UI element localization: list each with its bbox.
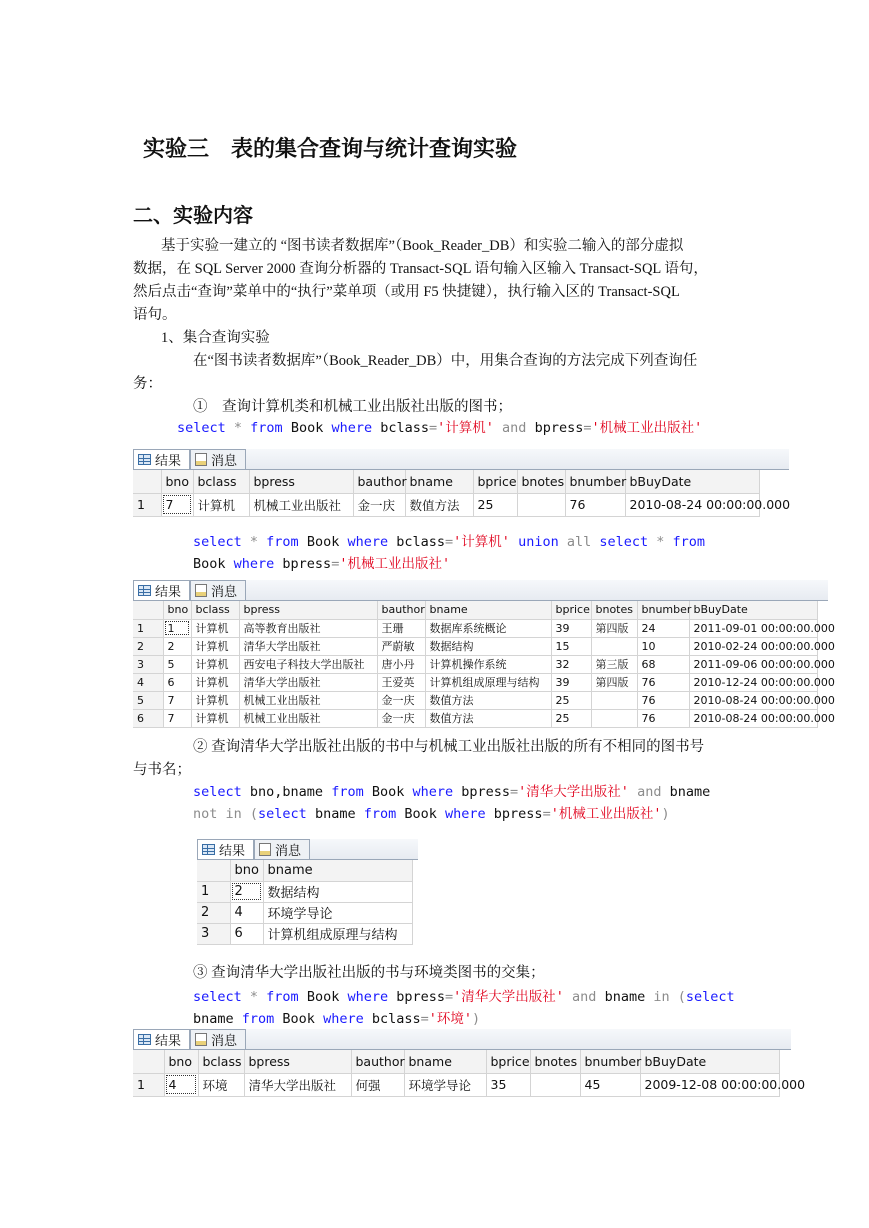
sql-token: = [331, 556, 340, 572]
column-header-bBuyDate[interactable]: bBuyDate [689, 601, 817, 619]
cell-bpress[interactable]: 清华大学出版社 [244, 1073, 351, 1096]
cell-bauthor[interactable]: 王珊 [377, 619, 425, 637]
results-tab[interactable] [133, 449, 190, 469]
sql-token: bpress [388, 989, 446, 1005]
sql-token: '机械工业出版社' [550, 806, 662, 822]
sql-token: bpress [274, 556, 332, 572]
result-table [133, 1050, 806, 1097]
cell-bno[interactable]: 4 [230, 902, 263, 923]
cell-bnotes[interactable] [591, 637, 637, 655]
messages-tab[interactable] [190, 580, 246, 600]
sql-token: not in ( [193, 806, 259, 822]
row-number[interactable]: 1 [133, 1073, 164, 1096]
sql-token: = [445, 989, 454, 1005]
cell-bname[interactable]: 计算机组成原理与结构 [263, 923, 412, 944]
cell-bclass[interactable]: 计算机 [191, 619, 239, 637]
page-title: 实验三 表的集合查询与统计查询实验 [143, 137, 518, 162]
cell-bprice[interactable]: 32 [551, 655, 591, 673]
cell-bname[interactable]: 数值方法 [425, 691, 551, 709]
cell-bBuyDate[interactable]: 2011-09-06 00:00:00.000 [689, 655, 817, 673]
column-header-bclass[interactable]: bclass [198, 1050, 244, 1073]
cell-bname[interactable]: 数据结构 [263, 881, 412, 902]
results-tab[interactable] [133, 1029, 190, 1049]
cell-bnotes[interactable] [591, 691, 637, 709]
column-header-bprice[interactable]: bprice [486, 1050, 530, 1073]
sql-token: bpress [534, 420, 584, 436]
message-icon [259, 843, 271, 856]
sql-token [510, 534, 518, 550]
sql-token: Book [396, 806, 446, 822]
sql-token: and [493, 420, 535, 436]
cell-bprice[interactable]: 35 [486, 1073, 530, 1096]
sql-token: from [241, 1011, 275, 1027]
intro-line-3: 然后点击“查询”菜单中的“执行”菜单项（或用 F5 快捷键），执行输入区的 Transact-SQL [133, 284, 680, 300]
column-header-bname[interactable]: bname [405, 470, 473, 493]
sql-line [193, 553, 705, 575]
cell-bnumber[interactable]: 76 [637, 709, 689, 727]
sql-token: and [563, 989, 605, 1005]
table-row[interactable] [133, 637, 817, 655]
column-header-bpress[interactable]: bpress [249, 470, 353, 493]
cell-bclass[interactable]: 计算机 [191, 691, 239, 709]
cell-bno[interactable]: 2 [230, 881, 263, 902]
cell-bauthor[interactable]: 金一庆 [377, 709, 425, 727]
results-tab[interactable] [197, 839, 254, 859]
tab-label: 结果 [155, 1034, 182, 1049]
result-table [133, 470, 791, 517]
intro-line-2: 数据，在 SQL Server 2000 查询分析器的 Transact-SQL 语句输入区输入 Transact-SQL 语句， [133, 261, 708, 277]
cell-bBuyDate[interactable]: 2010-08-24 00:00:00.000 [625, 493, 759, 516]
sql-token: bclass [388, 534, 446, 550]
corner-cell[interactable] [133, 601, 163, 619]
sql-token: * [225, 420, 251, 436]
results-tab-bar [133, 449, 789, 470]
row-number[interactable]: 3 [197, 923, 230, 944]
table-row[interactable] [133, 691, 817, 709]
sql-query-2 [193, 531, 705, 575]
column-header-bBuyDate[interactable]: bBuyDate [625, 470, 759, 493]
message-icon [195, 1033, 207, 1046]
column-header-bprice[interactable]: bprice [473, 470, 517, 493]
result-grid-3 [197, 839, 418, 945]
header-row [133, 601, 817, 619]
section-heading: 二、实验内容 [133, 203, 253, 227]
cell-bnumber[interactable]: 24 [637, 619, 689, 637]
sql-token: bpress [453, 784, 511, 800]
column-header-bauthor[interactable]: bauthor [351, 1050, 404, 1073]
column-header-bpress[interactable]: bpress [239, 601, 377, 619]
tab-label: 结果 [155, 454, 182, 469]
column-header-bpress[interactable]: bpress [244, 1050, 351, 1073]
column-header-bno[interactable]: bno [161, 470, 193, 493]
sql-token: where [347, 989, 389, 1005]
cell-bno[interactable]: 5 [163, 655, 191, 673]
cell-bnotes[interactable] [517, 493, 565, 516]
header-row [133, 1050, 779, 1073]
cell-bauthor[interactable]: 唐小丹 [377, 655, 425, 673]
tab-label: 消息 [211, 1034, 238, 1049]
cell-bclass[interactable]: 计算机 [191, 637, 239, 655]
cell-bnumber[interactable]: 76 [637, 691, 689, 709]
sql-token: Book [298, 989, 348, 1005]
cell-bno[interactable]: 7 [161, 493, 193, 516]
sql-token: '机械工业出版社' [339, 556, 451, 572]
query-2-desc-line-2: 与书名； [133, 762, 191, 778]
tab-label: 消息 [275, 844, 302, 859]
sql-token: select [193, 784, 242, 800]
column-header-bBuyDate[interactable]: bBuyDate [640, 1050, 779, 1073]
result-grid-1 [133, 449, 789, 517]
cell-bnumber[interactable]: 76 [637, 673, 689, 691]
sql-token: Book [193, 556, 234, 572]
cell-bclass[interactable]: 环境 [198, 1073, 244, 1096]
cell-bnotes[interactable]: 第三版 [591, 655, 637, 673]
sql-token: where [233, 556, 275, 572]
sql-token: = [542, 806, 551, 822]
sql-token: Book [363, 784, 413, 800]
results-tab-bar [133, 580, 828, 601]
sql-token: = [445, 534, 454, 550]
result-table [133, 601, 835, 728]
cell-bclass[interactable]: 计算机 [191, 673, 239, 691]
messages-tab[interactable] [254, 839, 310, 859]
sql-line [177, 417, 702, 439]
sql-token: Book [274, 1011, 324, 1027]
column-header-bname[interactable]: bname [425, 601, 551, 619]
cell-bauthor[interactable]: 严蔚敏 [377, 637, 425, 655]
sql-token: = [510, 784, 519, 800]
column-header-bnotes[interactable]: bnotes [530, 1050, 580, 1073]
row-number[interactable]: 1 [197, 881, 230, 902]
sql-token: '清华大学出版社' [453, 989, 564, 1005]
sql-line [193, 986, 735, 1008]
results-tab[interactable] [133, 580, 190, 600]
sql-token: where [323, 1011, 364, 1027]
sql-token: union [518, 534, 559, 550]
cell-bprice[interactable]: 15 [551, 637, 591, 655]
cell-bpress[interactable]: 西安电子科技大学出版社 [239, 655, 377, 673]
header-row [133, 470, 759, 493]
sql-token: in ( [653, 989, 686, 1005]
sql-token: from [672, 534, 706, 550]
sql-token: from [363, 806, 397, 822]
sql-query-1 [177, 417, 702, 439]
cell-bno[interactable]: 2 [163, 637, 191, 655]
intro-line-4: 语句。 [133, 307, 177, 323]
cell-bauthor[interactable]: 金一庆 [353, 493, 405, 516]
cell-bnotes[interactable]: 第四版 [591, 673, 637, 691]
table-row[interactable] [133, 619, 817, 637]
column-header-bname[interactable]: bname [263, 860, 412, 881]
column-header-bname[interactable]: bname [404, 1050, 486, 1073]
cell-bauthor[interactable]: 何强 [351, 1073, 404, 1096]
sql-token: '环境' [428, 1011, 473, 1027]
sql-token: from [331, 784, 364, 800]
sql-token: and [628, 784, 670, 800]
table-row[interactable] [133, 493, 759, 516]
column-header-bnumber[interactable]: bnumber [565, 470, 625, 493]
sql-token: select [177, 420, 226, 436]
row-number[interactable]: 3 [133, 655, 163, 673]
cell-bno[interactable]: 4 [164, 1073, 198, 1096]
cell-bnotes[interactable] [591, 709, 637, 727]
sql-token: select [685, 989, 735, 1005]
result-grid-4 [133, 1029, 806, 1097]
cell-bno[interactable]: 1 [163, 619, 191, 637]
cell-bprice[interactable]: 25 [551, 709, 591, 727]
sql-token: where [445, 806, 486, 822]
sql-token: select [258, 806, 307, 822]
cell-bBuyDate[interactable]: 2011-09-01 00:00:00.000 [689, 619, 817, 637]
corner-cell[interactable] [197, 860, 230, 881]
sql-token: Book [298, 534, 348, 550]
cell-bauthor[interactable]: 王爱英 [377, 673, 425, 691]
table-row[interactable] [133, 655, 817, 673]
grid-icon [202, 844, 215, 855]
sql-token: = [429, 420, 438, 436]
tab-label: 结果 [155, 585, 182, 600]
sql-token: * [648, 534, 673, 550]
cell-bprice[interactable]: 25 [473, 493, 517, 516]
column-header-bprice[interactable]: bprice [551, 601, 591, 619]
row-number[interactable]: 1 [133, 619, 163, 637]
results-tab-bar [197, 839, 418, 860]
grid-icon [138, 454, 151, 465]
sql-token: bpress [485, 806, 543, 822]
sql-token: '机械工业出版社' [591, 420, 703, 436]
header-row [197, 860, 412, 881]
cell-bname[interactable]: 数值方法 [405, 493, 473, 516]
result-table [197, 860, 413, 945]
cell-bno[interactable]: 7 [163, 691, 191, 709]
sql-token: from [266, 989, 299, 1005]
sql-token: bname [306, 806, 364, 822]
cell-bauthor[interactable]: 金一庆 [377, 691, 425, 709]
cell-bnumber[interactable]: 45 [580, 1073, 640, 1096]
cell-bnumber[interactable]: 10 [637, 637, 689, 655]
table-row[interactable] [133, 709, 817, 727]
cell-bpress[interactable]: 机械工业出版社 [239, 709, 377, 727]
grid-icon [138, 585, 151, 596]
cell-bnotes[interactable] [530, 1073, 580, 1096]
sql-token: bclass [363, 1011, 421, 1027]
corner-cell[interactable] [133, 1050, 164, 1073]
sql-token: bname [193, 1011, 242, 1027]
column-header-bauthor[interactable]: bauthor [377, 601, 425, 619]
cell-bname[interactable]: 数值方法 [425, 709, 551, 727]
row-number[interactable]: 5 [133, 691, 163, 709]
messages-tab[interactable] [190, 449, 246, 469]
cell-bclass[interactable]: 计算机 [193, 493, 249, 516]
sql-token: all [558, 534, 600, 550]
cell-bname[interactable]: 数据库系统概论 [425, 619, 551, 637]
cell-bname[interactable]: 数据结构 [425, 637, 551, 655]
corner-cell[interactable] [133, 470, 161, 493]
cell-bno[interactable]: 6 [230, 923, 263, 944]
column-header-bclass[interactable]: bclass [191, 601, 239, 619]
table-row[interactable] [133, 1073, 779, 1096]
subsection-heading: 1、集合查询实验 [161, 330, 270, 346]
cell-bclass[interactable]: 计算机 [191, 655, 239, 673]
sql-token: '计算机' [453, 534, 510, 550]
query-2-desc-line-1: ② 查询清华大学出版社出版的书中与机械工业出版社出版的所有不相同的图书号 [193, 739, 705, 755]
sql-token: '计算机' [437, 420, 494, 436]
sql-token: * [241, 989, 267, 1005]
row-number[interactable]: 4 [133, 673, 163, 691]
results-tab-bar [133, 1029, 791, 1050]
column-header-bnumber[interactable]: bnumber [637, 601, 689, 619]
column-header-bauthor[interactable]: bauthor [353, 470, 405, 493]
column-header-bno[interactable]: bno [163, 601, 191, 619]
sql-token: bno,bname [241, 784, 332, 800]
sql-token: select [193, 989, 242, 1005]
cell-bprice[interactable]: 39 [551, 673, 591, 691]
column-header-bno[interactable]: bno [164, 1050, 198, 1073]
table-row[interactable] [133, 673, 817, 691]
cell-bname[interactable]: 环境学导论 [404, 1073, 486, 1096]
grid-icon [138, 1034, 151, 1045]
sql-token: = [420, 1011, 429, 1027]
cell-bclass[interactable]: 计算机 [191, 709, 239, 727]
cell-bpress[interactable]: 机械工业出版社 [249, 493, 353, 516]
sql-query-4 [193, 986, 735, 1030]
cell-bpress[interactable]: 清华大学出版社 [239, 673, 377, 691]
sql-line [193, 781, 710, 803]
cell-bprice[interactable]: 39 [551, 619, 591, 637]
sql-token: = [583, 420, 592, 436]
cell-bno[interactable]: 6 [163, 673, 191, 691]
sql-token: * [241, 534, 267, 550]
table-row[interactable] [197, 902, 412, 923]
cell-bname[interactable]: 计算机组成原理与结构 [425, 673, 551, 691]
sql-token: bname [669, 784, 711, 800]
cell-bname[interactable]: 环境学导论 [263, 902, 412, 923]
sql-token: select [599, 534, 649, 550]
query-1-desc: ① 查询计算机类和机械工业出版社出版的图书； [193, 399, 512, 415]
result-grid-2 [133, 580, 835, 728]
sql-token: select [193, 534, 242, 550]
cell-bnumber[interactable]: 68 [637, 655, 689, 673]
cell-bprice[interactable]: 25 [551, 691, 591, 709]
message-icon [195, 453, 207, 466]
message-icon [195, 584, 207, 597]
sql-token: ) [472, 1011, 481, 1027]
task-line-2: 务： [133, 376, 162, 392]
column-header-bno[interactable]: bno [230, 860, 263, 881]
sql-token: Book [282, 420, 332, 436]
cell-bname[interactable]: 计算机操作系统 [425, 655, 551, 673]
cell-bnumber[interactable]: 76 [565, 493, 625, 516]
sql-query-3 [193, 781, 710, 825]
intro-line-1: 基于实验一建立的 “图书读者数据库”（Book_Reader_DB）和实验二输入的部分虚拟 [161, 238, 684, 254]
sql-token: bclass [372, 420, 430, 436]
sql-line [193, 1008, 735, 1030]
column-header-bnotes[interactable]: bnotes [517, 470, 565, 493]
row-number[interactable]: 2 [133, 637, 163, 655]
tab-label: 消息 [211, 585, 238, 600]
cell-bno[interactable]: 7 [163, 709, 191, 727]
cell-bBuyDate[interactable]: 2010-08-24 00:00:00.000 [689, 691, 817, 709]
column-header-bnumber[interactable]: bnumber [580, 1050, 640, 1073]
query-3-desc: ③ 查询清华大学出版社出版的书与环境类图书的交集； [193, 965, 545, 981]
cell-bpress[interactable]: 机械工业出版社 [239, 691, 377, 709]
messages-tab[interactable] [190, 1029, 246, 1049]
sql-token: where [347, 534, 389, 550]
task-line-1: 在“图书读者数据库”（Book_Reader_DB）中，用集合查询的方法完成下列查询任 [193, 353, 698, 369]
table-row[interactable] [197, 923, 412, 944]
cell-bnotes[interactable]: 第四版 [591, 619, 637, 637]
sql-line [193, 803, 710, 825]
cell-bBuyDate[interactable]: 2009-12-08 00:00:00.000 [640, 1073, 779, 1096]
sql-token: from [266, 534, 299, 550]
cell-bpress[interactable]: 高等教育出版社 [239, 619, 377, 637]
row-number[interactable]: 1 [133, 493, 161, 516]
sql-token: ) [661, 806, 670, 822]
row-number[interactable]: 2 [197, 902, 230, 923]
tab-label: 消息 [211, 454, 238, 469]
sql-token: where [412, 784, 454, 800]
sql-token: from [250, 420, 283, 436]
cell-bBuyDate[interactable]: 2010-12-24 00:00:00.000 [689, 673, 817, 691]
tab-label: 结果 [219, 844, 246, 859]
column-header-bclass[interactable]: bclass [193, 470, 249, 493]
cell-bBuyDate[interactable]: 2010-02-24 00:00:00.000 [689, 637, 817, 655]
table-row[interactable] [197, 881, 412, 902]
sql-token: where [331, 420, 373, 436]
sql-token: bname [604, 989, 654, 1005]
sql-token: '清华大学出版社' [518, 784, 629, 800]
row-number[interactable]: 6 [133, 709, 163, 727]
sql-line [193, 531, 705, 553]
cell-bpress[interactable]: 清华大学出版社 [239, 637, 377, 655]
column-header-bnotes[interactable]: bnotes [591, 601, 637, 619]
cell-bBuyDate[interactable]: 2010-08-24 00:00:00.000 [689, 709, 817, 727]
